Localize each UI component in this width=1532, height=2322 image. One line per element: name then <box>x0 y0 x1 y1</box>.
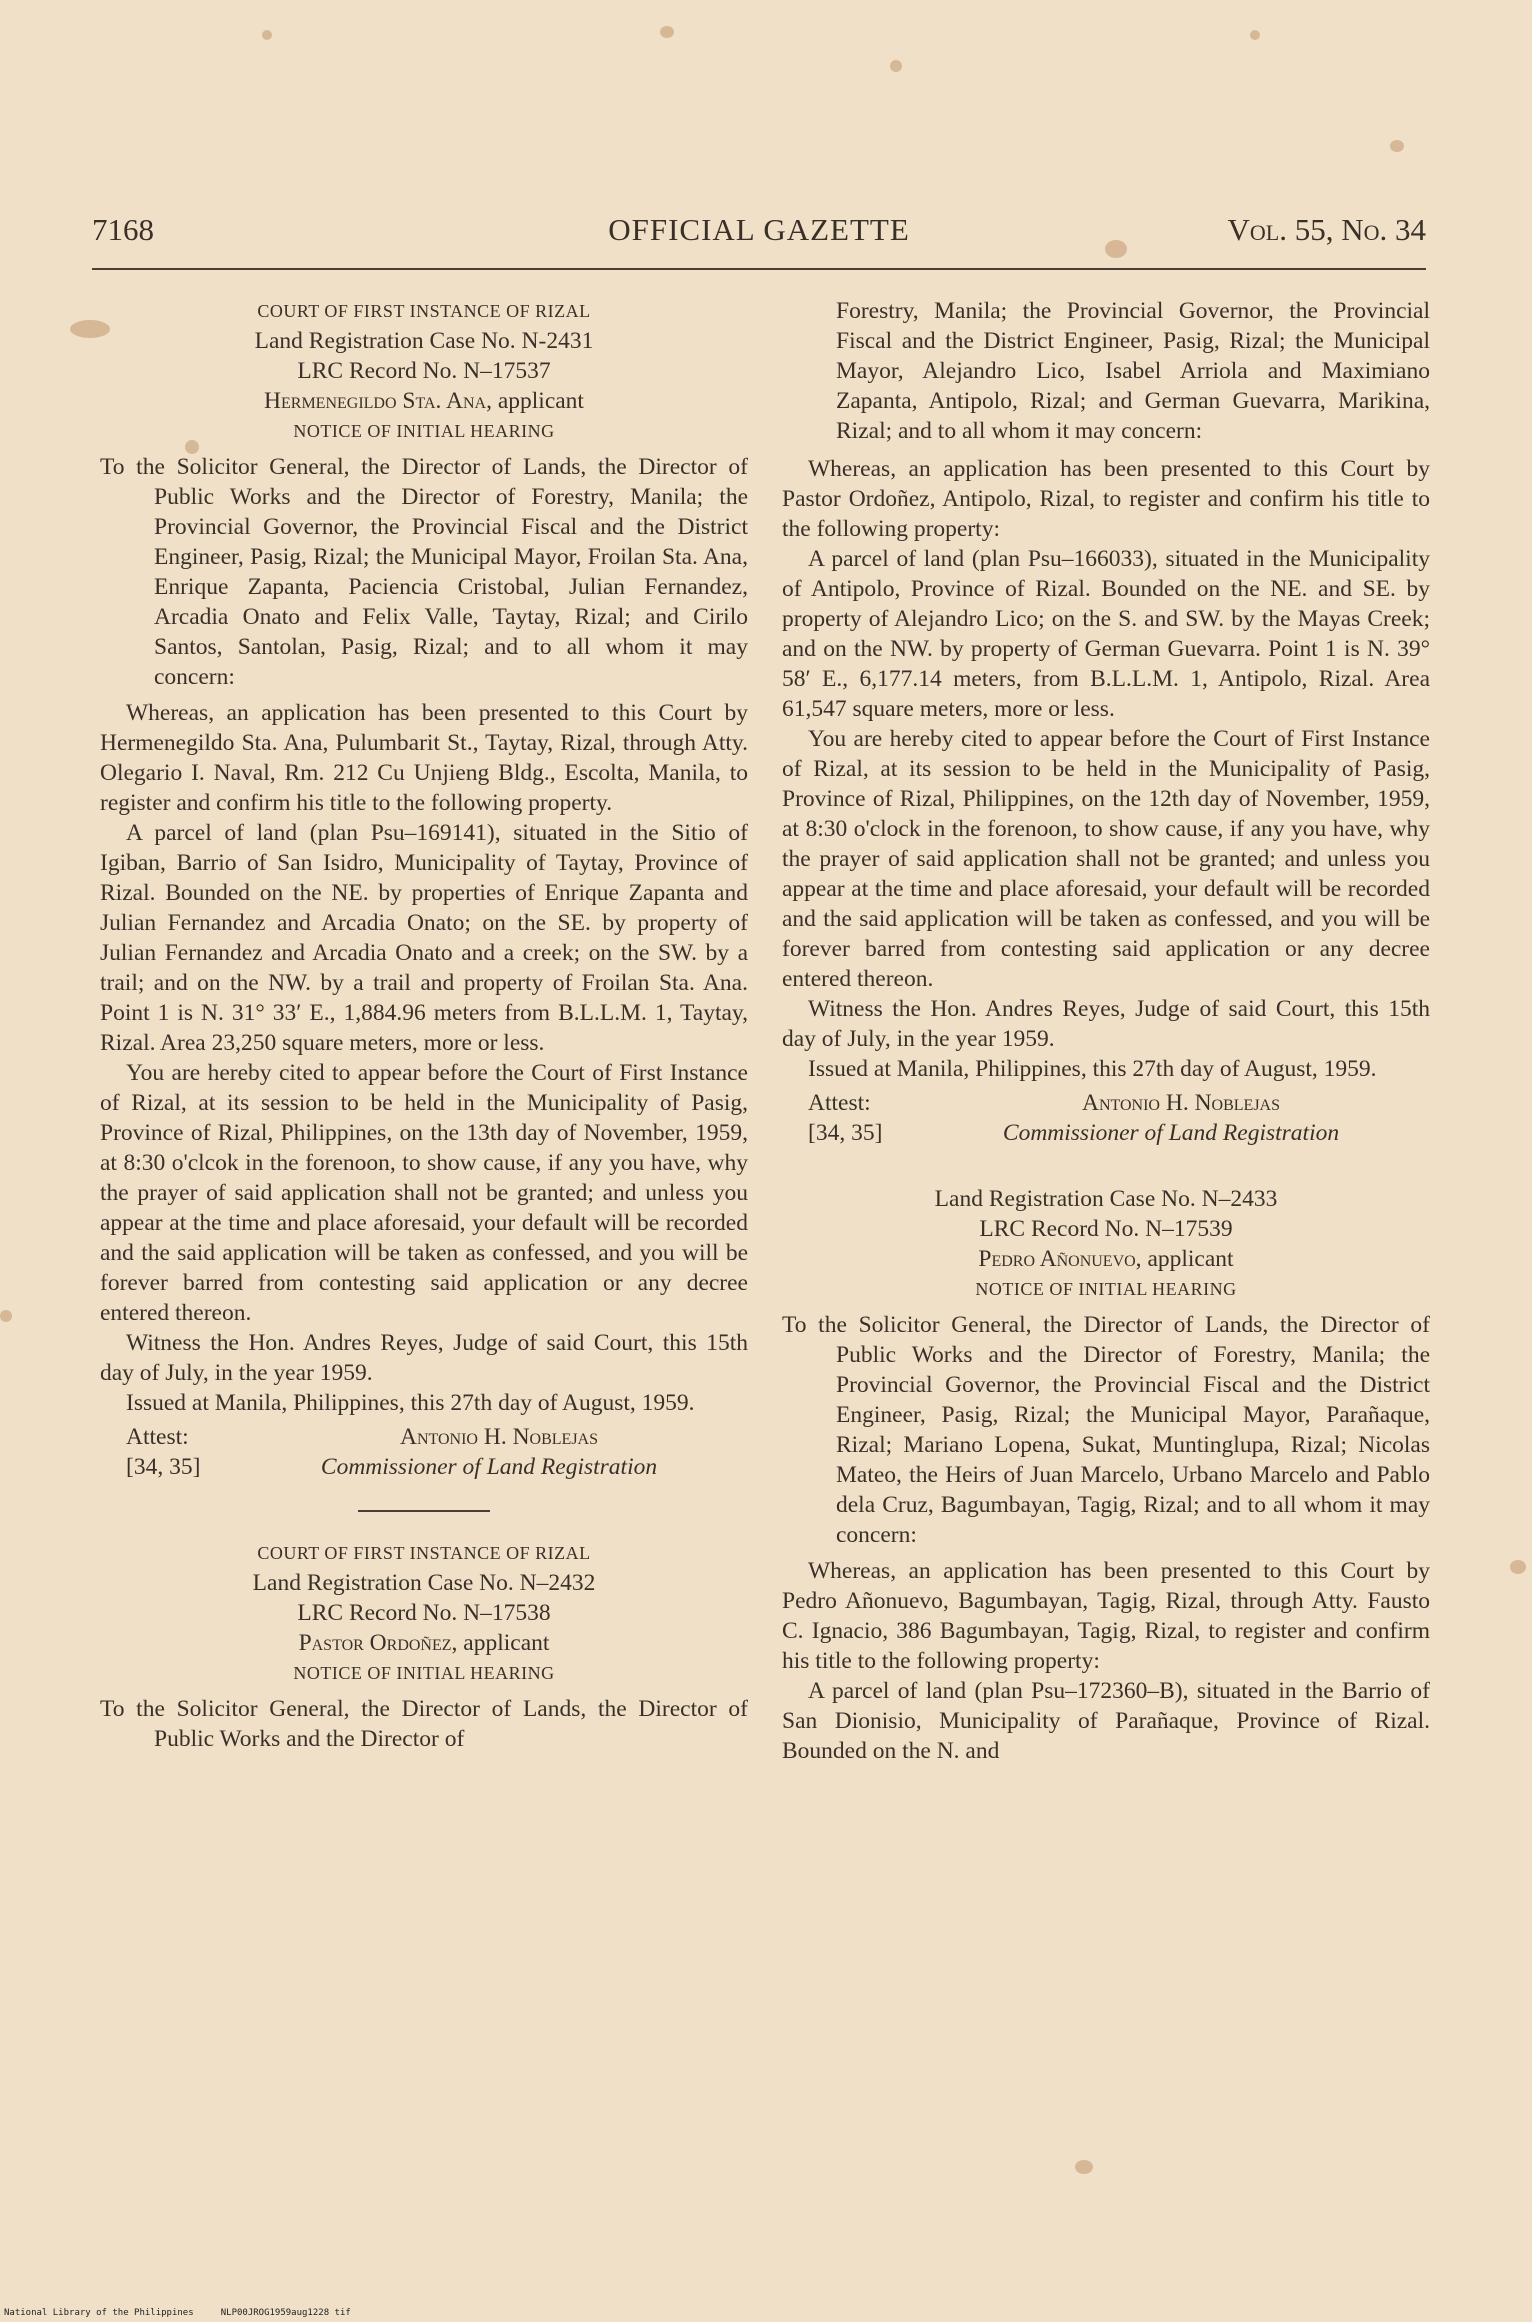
page-header <box>92 212 1426 256</box>
case-number: Land Registration Case No. N-2431 <box>254 328 594 354</box>
issued-paragraph: Issued at Manila, Philippines, this 27th day of August, 1959. <box>808 1056 1377 1082</box>
page-number: 7168 <box>92 212 154 247</box>
applicant-name: Pedro Añonuevo, <box>978 1246 1142 1272</box>
paper-stain <box>1250 30 1260 40</box>
address-paragraph: To the Solicitor General, the Director of Lands, the Director of Public Works and the Director of <box>100 1696 748 1752</box>
parcel-paragraph: A parcel of land (plan Psu–169141), situated in the Sitio of Igiban, Barrio of San Isidro, Municipality of Taytay, Province of Rizal. Bounded on the NE. by properties of Enrique Zapanta and Julian Fernandez and Arcadia Onato; on the SE. by property of Julian Fernandez and Arcadia Onato and a creek; on the SW. by a trail; and on the NW. by a trail and property of Froilan Sta. Ana. Point 1 is N. 31° 33′ E., 1,884.96 meters from B.L.L.M. 1, Taytay, Rizal. Area 23,250 square meters, more or less. <box>100 820 748 1056</box>
paper-stain <box>660 26 674 38</box>
attest-label: Attest: <box>808 1090 871 1116</box>
volume-issue: Vol. 55, No. 34 <box>1227 212 1426 247</box>
issue-reference: [34, 35] <box>808 1120 883 1146</box>
case-number: Land Registration Case No. N–2432 <box>252 1570 596 1596</box>
attest-block <box>100 1422 748 1484</box>
paper-stain <box>262 30 272 40</box>
court-heading: COURT OF FIRST INSTANCE OF RIZAL <box>257 1543 591 1563</box>
address-continuation: Forestry, Manila; the Provincial Governor, the Provincial Fiscal and the District Engineer, Pasig, Rizal; the Municipal Mayor, Alejandro Lico, Isabel Arriola and Maximiano Zapanta, Antipolo, Rizal; and German Guevarra, Marikina, Rizal; and to all whom it may concern: <box>836 298 1430 444</box>
notice-case-2432-start <box>100 1538 748 1754</box>
witness-paragraph: Witness the Hon. Andres Reyes, Judge of said Court, this 15th day of July, in the year 1959. <box>100 1330 748 1386</box>
issue-reference: [34, 35] <box>126 1454 201 1480</box>
attest-label: Attest: <box>126 1424 189 1450</box>
applicant-name: Hermenegildo Sta. Ana, <box>264 388 492 414</box>
attest-name: Antonio H. Noblejas <box>399 1424 599 1450</box>
right-column <box>782 296 1430 1766</box>
notice-case-2433 <box>782 1184 1430 1766</box>
notice-case-2431 <box>100 296 748 1484</box>
attest-block <box>782 1088 1430 1150</box>
whereas-paragraph: Whereas, an application has been presented to this Court by Pedro Añonuevo, Bagumbayan, Tagig, Rizal, through Atty. Fausto C. Ignacio, 386 Bagumbayan, Tagig, Rizal, to register and confirm his title to the following property: <box>782 1558 1430 1674</box>
applicant-suffix: applicant <box>457 1630 550 1656</box>
lrc-record: LRC Record No. N–17537 <box>297 358 551 384</box>
address-paragraph: To the Solicitor General, the Director of Lands, the Director of Public Works and the Director of Forestry, Manila; the Provincial Governor, the Provincial Fiscal and the District Engineer, Pasig, Rizal; the Municipal Mayor, Froilan Sta. Ana, Enrique Zapanta, Paciencia Cristobal, Julian Fernandez, Arcadia Onato and Felix Valle, Taytay, Rizal; and Cirilo Santos, Santolan, Pasig, Rizal; and to all whom it may concern: <box>100 454 748 690</box>
left-column <box>100 296 748 1760</box>
notice-separator <box>358 1510 490 1512</box>
applicant-line <box>100 386 748 416</box>
paper-stain <box>1075 2160 1093 2174</box>
parcel-paragraph: A parcel of land (plan Psu–166033), situated in the Municipality of Antipolo, Province of Rizal. Bounded on the NE. and SE. by property of Alejandro Lico; on the S. and SW. by the Mayas Creek; and on the NW. by property of German Guevarra. Point 1 is N. 39° 58′ E., 6,177.14 meters, from B.L.L.M. 1, Antipolo, Rizal. Area 61,547 square meters, more or less. <box>782 546 1430 722</box>
header-rule <box>92 268 1426 270</box>
paper-stain <box>1390 140 1404 152</box>
attest-name: Antonio H. Noblejas <box>1081 1090 1281 1116</box>
address-paragraph: To the Solicitor General, the Director of Lands, the Director of Public Works and the Director of Forestry, Manila; the Provincial Governor, the Provincial Fiscal and the District Engineer, Pasig, Rizal; the Municipal Mayor, Parañaque, Rizal; Mariano Lopena, Sukat, Muntinglupa, Rizal; Nicolas Mateo, the Heirs of Juan Marcelo, Urbano Marcelo and Pablo dela Cruz, Bagumbayan, Tagig, Rizal; and to all whom it may concern: <box>782 1312 1430 1548</box>
paper-stain <box>0 1310 12 1322</box>
notice-title: NOTICE OF INITIAL HEARING <box>293 1663 555 1683</box>
whereas-paragraph: Whereas, an application has been presented to this Court by Hermenegildo Sta. Ana, Pulumbarit St., Taytay, Rizal, through Atty. Olegario I. Naval, Rm. 212 Cu Unjieng Bldg., Escolta, Manila, to register and confirm his title to the following property. <box>100 700 748 816</box>
parcel-paragraph: A parcel of land (plan Psu–172360–B), situated in the Barrio of San Dionisio, Municipality of Parañaque, Province of Rizal. Bounded on the N. and <box>782 1678 1430 1764</box>
notice-title: NOTICE OF INITIAL HEARING <box>293 421 555 441</box>
issued-paragraph: Issued at Manila, Philippines, this 27th day of August, 1959. <box>126 1390 695 1416</box>
notice-title: NOTICE OF INITIAL HEARING <box>975 1279 1237 1299</box>
applicant-line <box>782 1244 1430 1274</box>
paper-stain <box>1510 1560 1526 1574</box>
cited-paragraph: You are hereby cited to appear before the Court of First Instance of Rizal, at its session to be held in the Municipality of Pasig, Province of Rizal, Philippines, on the 12th day of November, 1959, at 8:30 o'clock in the forenoon, to show cause, if any you have, why the prayer of said application shall not be granted; and unless you appear at the time and place aforesaid, your default will be recorded and the said application will be taken as confessed, and you will be forever barred from contesting said application or any decree entered thereon. <box>782 726 1430 992</box>
lrc-record: LRC Record No. N–17539 <box>979 1216 1233 1242</box>
case-number: Land Registration Case No. N–2433 <box>934 1186 1278 1212</box>
publication-title: OFFICIAL GAZETTE <box>608 212 910 247</box>
applicant-suffix: applicant <box>491 388 584 414</box>
lrc-record: LRC Record No. N–17538 <box>297 1600 551 1626</box>
applicant-line <box>100 1628 748 1658</box>
notice-gap <box>782 1150 1430 1184</box>
scan-footer: National Library of the Philippines NLP00JROG1959aug1228 tif <box>4 2308 351 2318</box>
paper-stain <box>890 60 902 72</box>
court-heading: COURT OF FIRST INSTANCE OF RIZAL <box>257 301 591 321</box>
cited-paragraph: You are hereby cited to appear before the Court of First Instance of Rizal, at its session to be held in the Municipality of Pasig, Province of Rizal, Philippines, on the 13th day of November, 1959, at 8:30 o'clcok in the forenoon, to show cause, if any you have, why the prayer of said application shall not be granted; and unless you appear at the time and place aforesaid, your default will be recorded and the said application will be taken as confessed, and you will be forever barred from contesting said application or any decree entered thereon. <box>100 1060 748 1326</box>
applicant-name: Pastor Ordoñez, <box>298 1630 458 1656</box>
whereas-paragraph: Whereas, an application has been presented to this Court by Pastor Ordoñez, Antipolo, Rizal, to register and confirm his title to the following property: <box>782 456 1430 542</box>
commissioner-title: Commissioner of Land Registration <box>320 1454 658 1480</box>
commissioner-title: Commissioner of Land Registration <box>1002 1120 1340 1146</box>
witness-paragraph: Witness the Hon. Andres Reyes, Judge of said Court, this 15th day of July, in the year 1959. <box>782 996 1430 1052</box>
applicant-suffix: applicant <box>1141 1246 1234 1272</box>
notice-case-2432-continued <box>782 296 1430 1150</box>
